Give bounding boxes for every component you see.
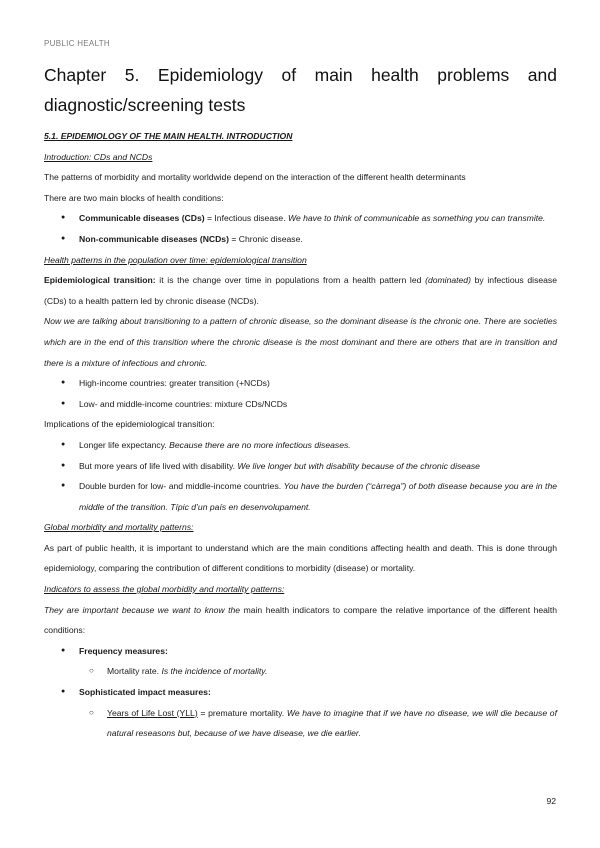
term: Frequency measures:: [79, 645, 168, 656]
text: Longer life expectancy.: [79, 439, 170, 450]
subsection-indicators: Indicators to assess the global morbidity and mortality patterns:: [44, 584, 285, 595]
list-item: [44, 476, 557, 517]
sub-list-item: [44, 661, 557, 682]
term: Epidemiological transition:: [44, 275, 156, 286]
list-item: [44, 641, 557, 662]
bullet-list: [44, 208, 557, 249]
note: Now we are talking about transitioning to a pattern of chronic disease, so the dominant disease is the chronic one. There are societies which are in the end of this transition where the chronic disease is the most dominant and there are others that are in transition and there is a mixture of infectious and chronic.: [44, 316, 557, 368]
term: Communicable diseases (CDs): [79, 213, 205, 224]
term: Non-communicable diseases (NCDs): [79, 233, 229, 244]
paragraph: [44, 311, 557, 373]
chapter-title: Chapter 5. Epidemiology of main health problems and diagnostic/screening tests: [44, 65, 557, 115]
text: by infectious disease (CDs) to a health pattern led by chronic disease (NCDs).: [44, 275, 558, 306]
note: You have the burden (“càrrega”) of both disease because you are in the middle of the transition. Típic d’un país en desenvolupament.: [79, 481, 558, 512]
list-item: ● Low- and middle-income countries: mixture CDs/NCDs: [44, 394, 557, 415]
definition: = premature mortality.: [197, 707, 287, 718]
bullet-list: [44, 641, 557, 744]
note: We live longer but with disability because of the chronic disease: [237, 460, 480, 471]
list-item: [44, 456, 557, 477]
note: We have to think of communicable as something you can transmite.: [287, 213, 546, 224]
paragraph: As part of public health, it is important to understand which are the main conditions affecting health and death. This is done through epidemiology, comparing the contribution of different conditions to morbidity (disease) or mortality.: [44, 542, 557, 574]
list-item: ● High-income countries: greater transition (+NCDs): [44, 373, 557, 394]
subsection-intro: Introduction: CDs and NCDs: [44, 151, 153, 162]
term: Years of Life Lost (YLL): [107, 707, 198, 718]
paragraph: The patterns of morbidity and mortality worldwide depend on the interaction of the different health determinants: [44, 172, 466, 183]
text: it is the change over time in populations from a health pattern led: [155, 275, 426, 286]
text: Double burden for low- and middle-income countries.: [79, 481, 284, 492]
definition: = Chronic disease.: [228, 233, 303, 244]
page-content: [44, 126, 557, 744]
note: They are important because we want to know the: [44, 604, 241, 615]
page-number: 92: [546, 796, 556, 806]
bullet-list: [44, 373, 557, 414]
note: (dominated): [425, 275, 471, 286]
list-item: [44, 435, 557, 456]
text: Mortality rate.: [107, 666, 162, 677]
paragraph: There are two main blocks of health conditions:: [44, 192, 224, 203]
text: main health indicators to compare the relative importance of the different health conditions:: [44, 604, 557, 636]
subsection-patterns: Health patterns in the population over time: epidemiological transition: [44, 254, 307, 265]
note: Is the incidence of mortality.: [161, 666, 268, 677]
note: We have to imagine that if we have no disease, we will die because of natural reseasons but, because of we have disease, we die earlier.: [107, 707, 557, 739]
list-item: [44, 229, 557, 250]
section-title: 5.1. EPIDEMIOLOGY OF THE MAIN HEALTH. INTRODUCTION: [44, 131, 293, 141]
running-header: PUBLIC HEALTH: [44, 39, 110, 48]
bullet-list: [44, 435, 557, 517]
note: Because there are no more infectious diseases.: [169, 439, 351, 450]
term: Sophisticated impact measures:: [79, 687, 211, 698]
list-item: [44, 682, 557, 703]
subsection-global: Global morbidity and mortality patterns:: [44, 522, 194, 533]
list-item: [44, 208, 557, 229]
paragraph: Implications of the epidemiological transition:: [44, 419, 215, 430]
text: But more years of life lived with disability.: [79, 460, 238, 471]
definition: = Infectious disease.: [204, 213, 288, 224]
paragraph: [44, 270, 557, 311]
sub-list-item: [44, 703, 557, 744]
paragraph: [44, 600, 557, 641]
